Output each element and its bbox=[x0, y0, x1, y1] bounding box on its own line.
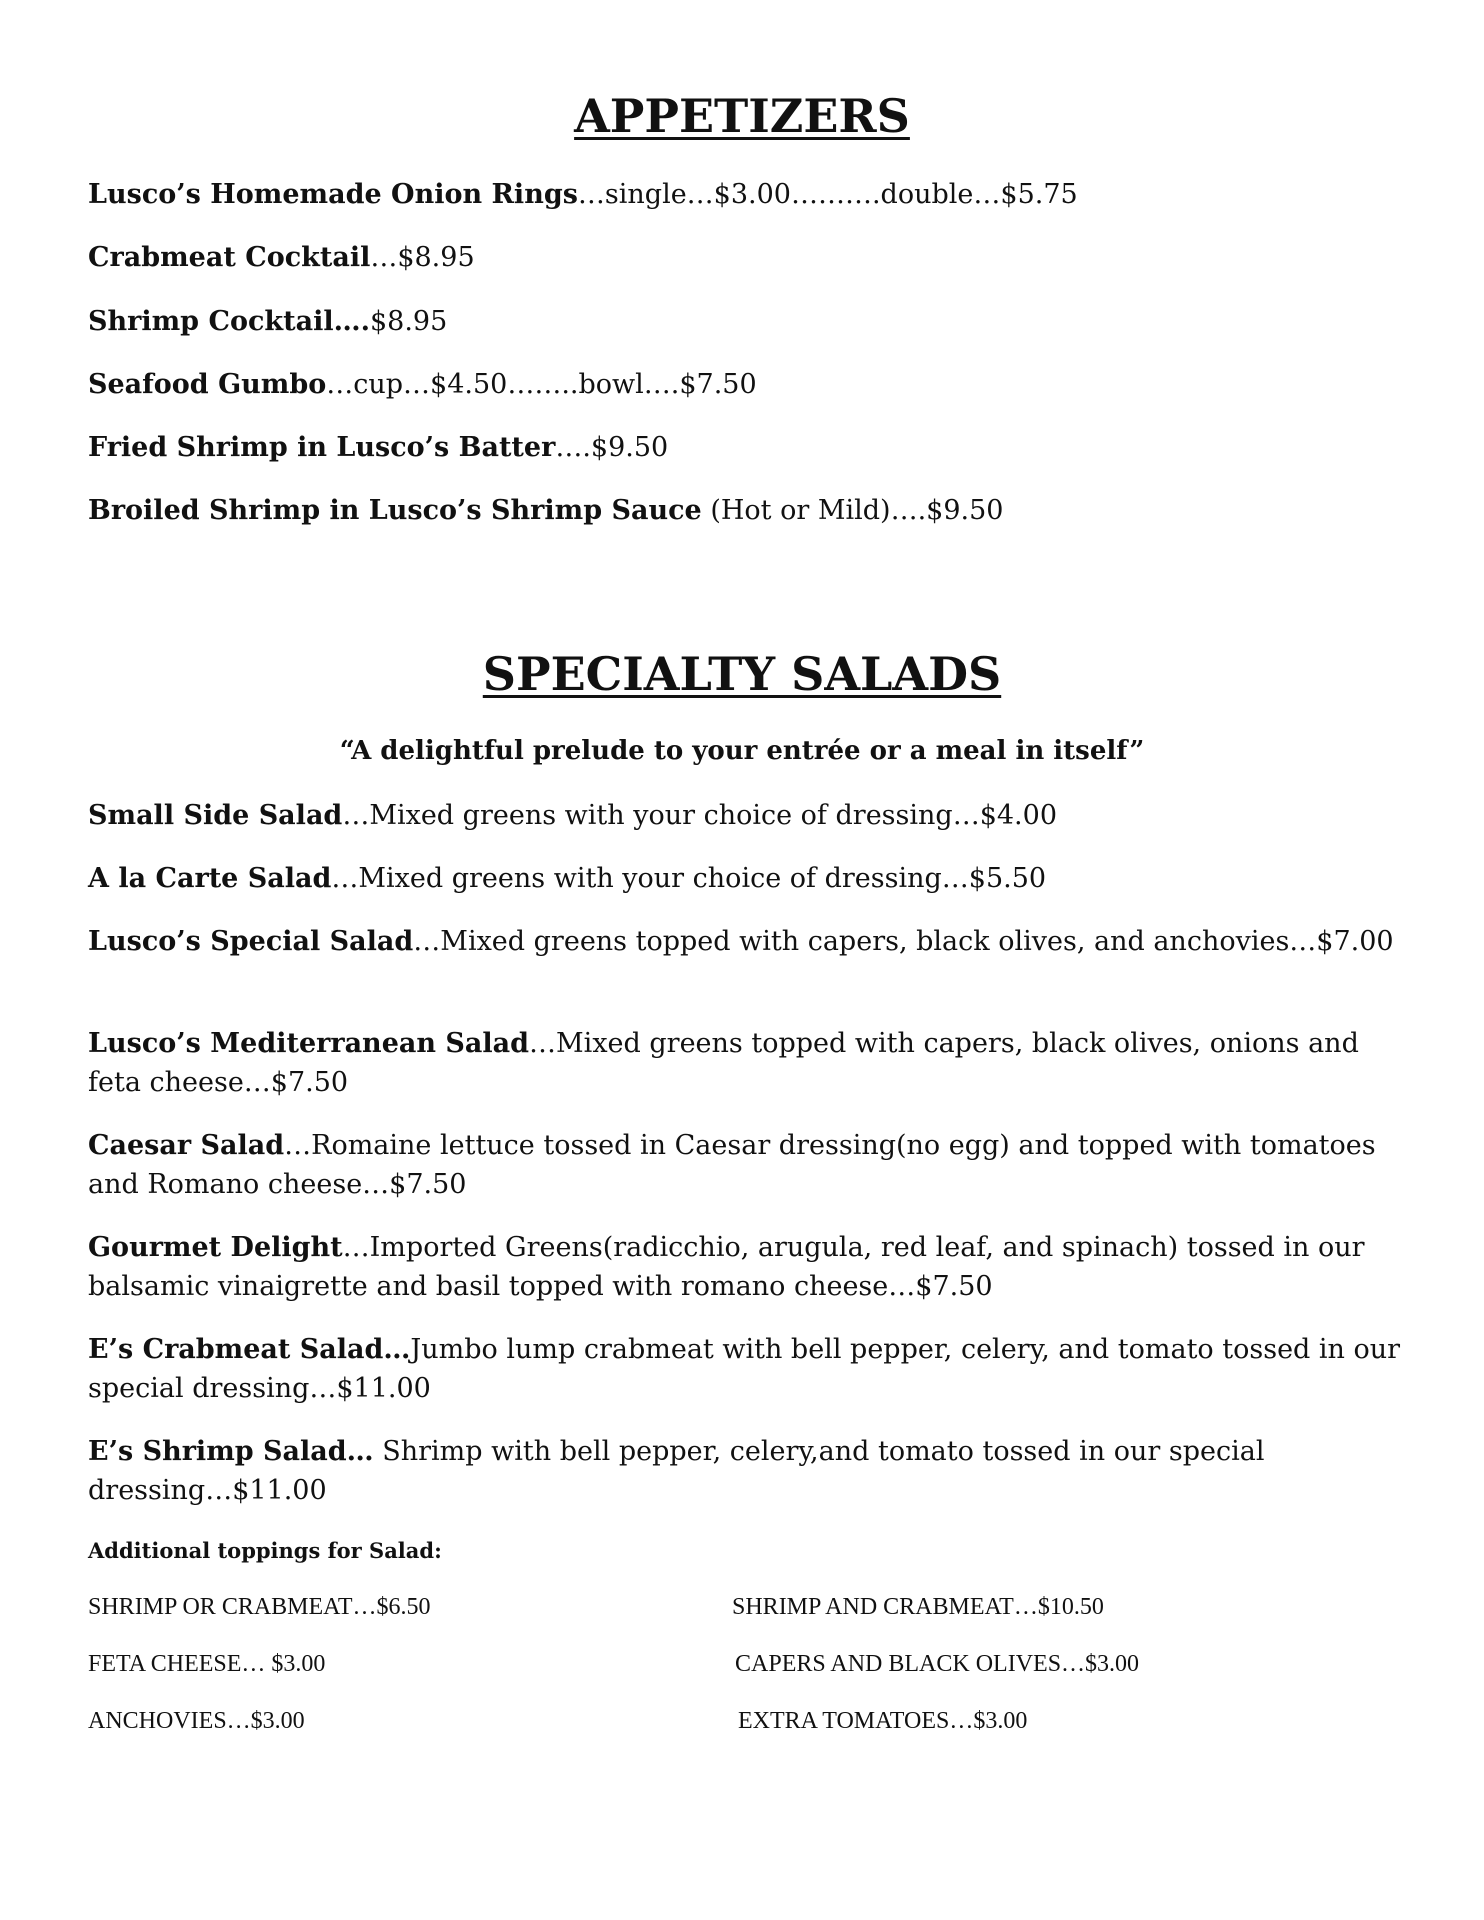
menu-item bbox=[88, 1432, 1408, 1510]
menu-item bbox=[88, 1228, 1408, 1306]
item-description: (Hot or Mild)….$9.50 bbox=[701, 495, 1004, 526]
topping-item: CAPERS AND BLACK OLIVES…$3.00 bbox=[735, 1651, 1140, 1677]
item-description: …Mixed greens with your choice of dressing…$5.50 bbox=[331, 863, 1047, 894]
menu-item bbox=[88, 238, 1408, 277]
menu-item bbox=[88, 428, 1408, 467]
topping-item: SHRIMP AND CRABMEAT…$10.50 bbox=[732, 1594, 1104, 1620]
topping-item: EXTRA TOMATOES…$3.00 bbox=[738, 1708, 1028, 1734]
item-description: …Mixed greens with your choice of dressing…$4.00 bbox=[342, 800, 1057, 831]
item-name: Seafood Gumbo bbox=[88, 369, 327, 400]
item-name: Gourmet Delight bbox=[88, 1232, 343, 1263]
item-name: E’s Crabmeat Salad… bbox=[88, 1334, 411, 1365]
item-name: Lusco’s Homemade Onion Rings bbox=[88, 179, 578, 210]
item-description: $8.95 bbox=[369, 306, 448, 337]
item-name: Crabmeat Cocktail bbox=[88, 242, 371, 273]
item-name: Lusco’s Mediterranean Salad bbox=[88, 1028, 530, 1059]
item-description: Jumbo lump crabmeat with bell pepper, celery, and tomato tossed in our special dressing…$11.00 bbox=[88, 1334, 1401, 1404]
item-description: …Mixed greens topped with capers, black olives, and anchovies…$7.00 bbox=[413, 926, 1394, 957]
menu-item bbox=[88, 859, 1408, 898]
item-description: …Imported Greens(radicchio, arugula, red leaf, and spinach) tossed in our balsamic vinaigrette and basil topped with romano cheese…$7.50 bbox=[88, 1232, 1365, 1302]
menu-item bbox=[88, 922, 1408, 961]
item-name: Fried Shrimp in Lusco’s Batter bbox=[88, 432, 556, 463]
menu-item bbox=[88, 1330, 1408, 1408]
menu-item bbox=[88, 302, 1408, 341]
toppings-heading: Additional toppings for Salad: bbox=[88, 1538, 442, 1563]
item-description: …cup…$4.50……..bowl….$7.50 bbox=[326, 369, 757, 400]
item-name: Lusco’s Special Salad bbox=[88, 926, 414, 957]
item-description: …Mixed greens topped with capers, black olives, onions and feta cheese…$7.50 bbox=[88, 1028, 1359, 1098]
menu-item bbox=[88, 796, 1408, 835]
topping-item: SHRIMP OR CRABMEAT…$6.50 bbox=[88, 1594, 431, 1620]
salads-tagline: “A delightful prelude to your entrée or a meal in itself” bbox=[339, 736, 1145, 766]
item-description: …single…$3.00……….double…$5.75 bbox=[577, 179, 1078, 210]
item-name: Small Side Salad bbox=[88, 800, 343, 831]
menu-item bbox=[88, 1126, 1408, 1204]
item-name: E’s Shrimp Salad… bbox=[88, 1436, 374, 1467]
item-name: Shrimp Cocktail…. bbox=[88, 306, 370, 337]
menu-item bbox=[88, 175, 1408, 214]
item-name: Broiled Shrimp in Lusco’s Shrimp Sauce bbox=[88, 495, 702, 526]
topping-item: ANCHOVIES…$3.00 bbox=[88, 1708, 305, 1734]
item-description: Shrimp with bell pepper, celery,and tomato tossed in our special dressing…$11.00 bbox=[88, 1436, 1265, 1506]
item-description: ….$9.50 bbox=[555, 432, 669, 463]
menu-item bbox=[88, 1024, 1408, 1102]
item-description: …$8.95 bbox=[370, 242, 475, 273]
topping-item: FETA CHEESE… $3.00 bbox=[88, 1651, 326, 1677]
item-description: …Romaine lettuce tossed in Caesar dressing(no egg) and topped with tomatoes and Romano cheese…$7.50 bbox=[88, 1130, 1376, 1200]
specialty-salads-title: SPECIALTY SALADS bbox=[482, 647, 1002, 701]
item-name: Caesar Salad bbox=[88, 1130, 285, 1161]
appetizers-title: APPETIZERS bbox=[574, 89, 910, 143]
menu-item bbox=[88, 365, 1408, 404]
menu-item bbox=[88, 491, 1408, 530]
item-name: A la Carte Salad bbox=[88, 863, 332, 894]
